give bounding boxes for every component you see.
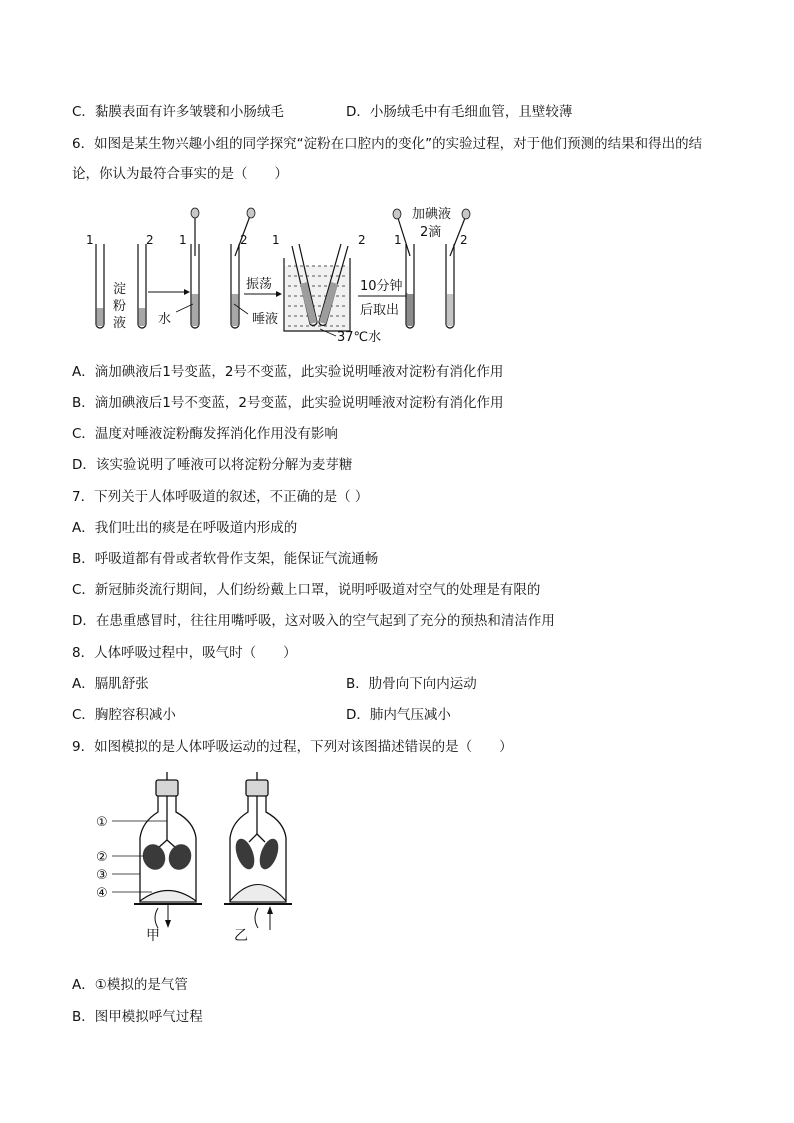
label-2: ② [96,850,108,865]
jar-yi [230,772,286,902]
label-tube2-c: 2 [358,233,366,247]
label-ten-min-2: 后取出 [360,303,400,318]
label-4: ④ [96,886,108,901]
label-water: 水 [158,312,172,327]
label-yi: 乙 [234,928,248,944]
jar-jia [140,772,196,902]
q9-stem: 9．如图模拟的是人体呼吸运动的过程，下列对该图描述错误的是（ ） [72,739,513,755]
label-tube1-b: 1 [179,233,187,247]
q6-experiment-figure [80,196,480,346]
q9-option-b: B．图甲模拟呼气过程 [72,1009,203,1025]
q8-option-a: A．膈肌舒张 [72,676,149,692]
q6-option-c: C．温度对唾液淀粉酶发挥消化作用没有影响 [72,426,338,442]
stage4-tube1-liquid [407,294,414,326]
label-shake: 振荡 [246,277,273,292]
q7-option-a: A．我们吐出的痰是在呼吸道内形成的 [72,520,298,536]
q9-option-a: A．①模拟的是气管 [72,977,188,993]
stage4-tube2-liquid [447,294,454,326]
label-tube2-b: 2 [240,233,248,247]
q8-option-c: C．胸腔容积减小 [72,707,176,723]
label-tube1-d: 1 [394,233,402,247]
q8-stem: 8．人体呼吸过程中，吸气时（ ） [72,645,297,661]
label-1: ① [96,815,108,830]
label-ten-min-1: 10分钟 [360,279,403,294]
label-tube2-a: 2 [146,233,154,247]
q7-stem: 7．下列关于人体呼吸道的叙述，不正确的是（ ） [72,489,369,505]
label-starch-1: 淀 [113,282,127,297]
stage2-tube2-liquid [232,294,239,326]
q6-stem-line1: 6．如图是某生物兴趣小组的同学探究“淀粉在口腔内的变化”的实验过程，对于他们预测的结果和得出的结 [72,136,703,152]
label-tube1-c: 1 [272,233,280,247]
q8-option-d: D．肺内气压减小 [346,707,451,723]
q6-option-b: B．滴加碘液后1号不变蓝，2号变蓝，此实验说明唾液对淀粉有消化作用 [72,395,504,411]
q7-option-d: D．在患重感冒时，往往用嘴呼吸，这对吸入的空气起到了充分的预热和清洁作用 [72,613,555,629]
label-iodine-1: 加碘液 [412,207,452,222]
label-saliva: 唾液 [252,312,279,327]
label-water-37: 37℃水 [337,330,382,345]
q8-option-b: B．肋骨向下向内运动 [346,676,477,692]
label-jia: 甲 [146,928,160,944]
q7-option-b: B．呼吸道都有骨或者软骨作支架，能保证气流通畅 [72,551,379,567]
q6-option-a: A．滴加碘液后1号变蓝，2号不变蓝，此实验说明唾液对淀粉有消化作用 [72,364,504,380]
q9-breathing-model-figure [92,768,312,948]
q5-option-c: C．黏膜表面有许多皱襞和小肠绒毛 [72,104,284,120]
label-iodine-2: 2滴 [420,225,442,240]
stage1-tube1-liquid [97,308,104,326]
label-tube2-d: 2 [460,233,468,247]
label-starch-3: 液 [113,316,127,331]
stage1-tube2-liquid [139,308,146,326]
label-starch-2: 粉 [113,299,127,314]
q6-option-d: D．该实验说明了唾液可以将淀粉分解为麦芽糖 [72,457,353,473]
label-3: ③ [96,868,108,883]
q7-option-c: C．新冠肺炎流行期间，人们纷纷戴上口罩，说明呼吸道对空气的处理是有限的 [72,582,541,598]
q5-option-d: D．小肠绒毛中有毛细血管，且壁较薄 [346,104,573,120]
stage2-tube1-liquid [192,294,199,326]
q6-stem-line2: 论，你认为最符合事实的是（ ） [72,166,288,182]
label-tube1-a: 1 [86,233,94,247]
